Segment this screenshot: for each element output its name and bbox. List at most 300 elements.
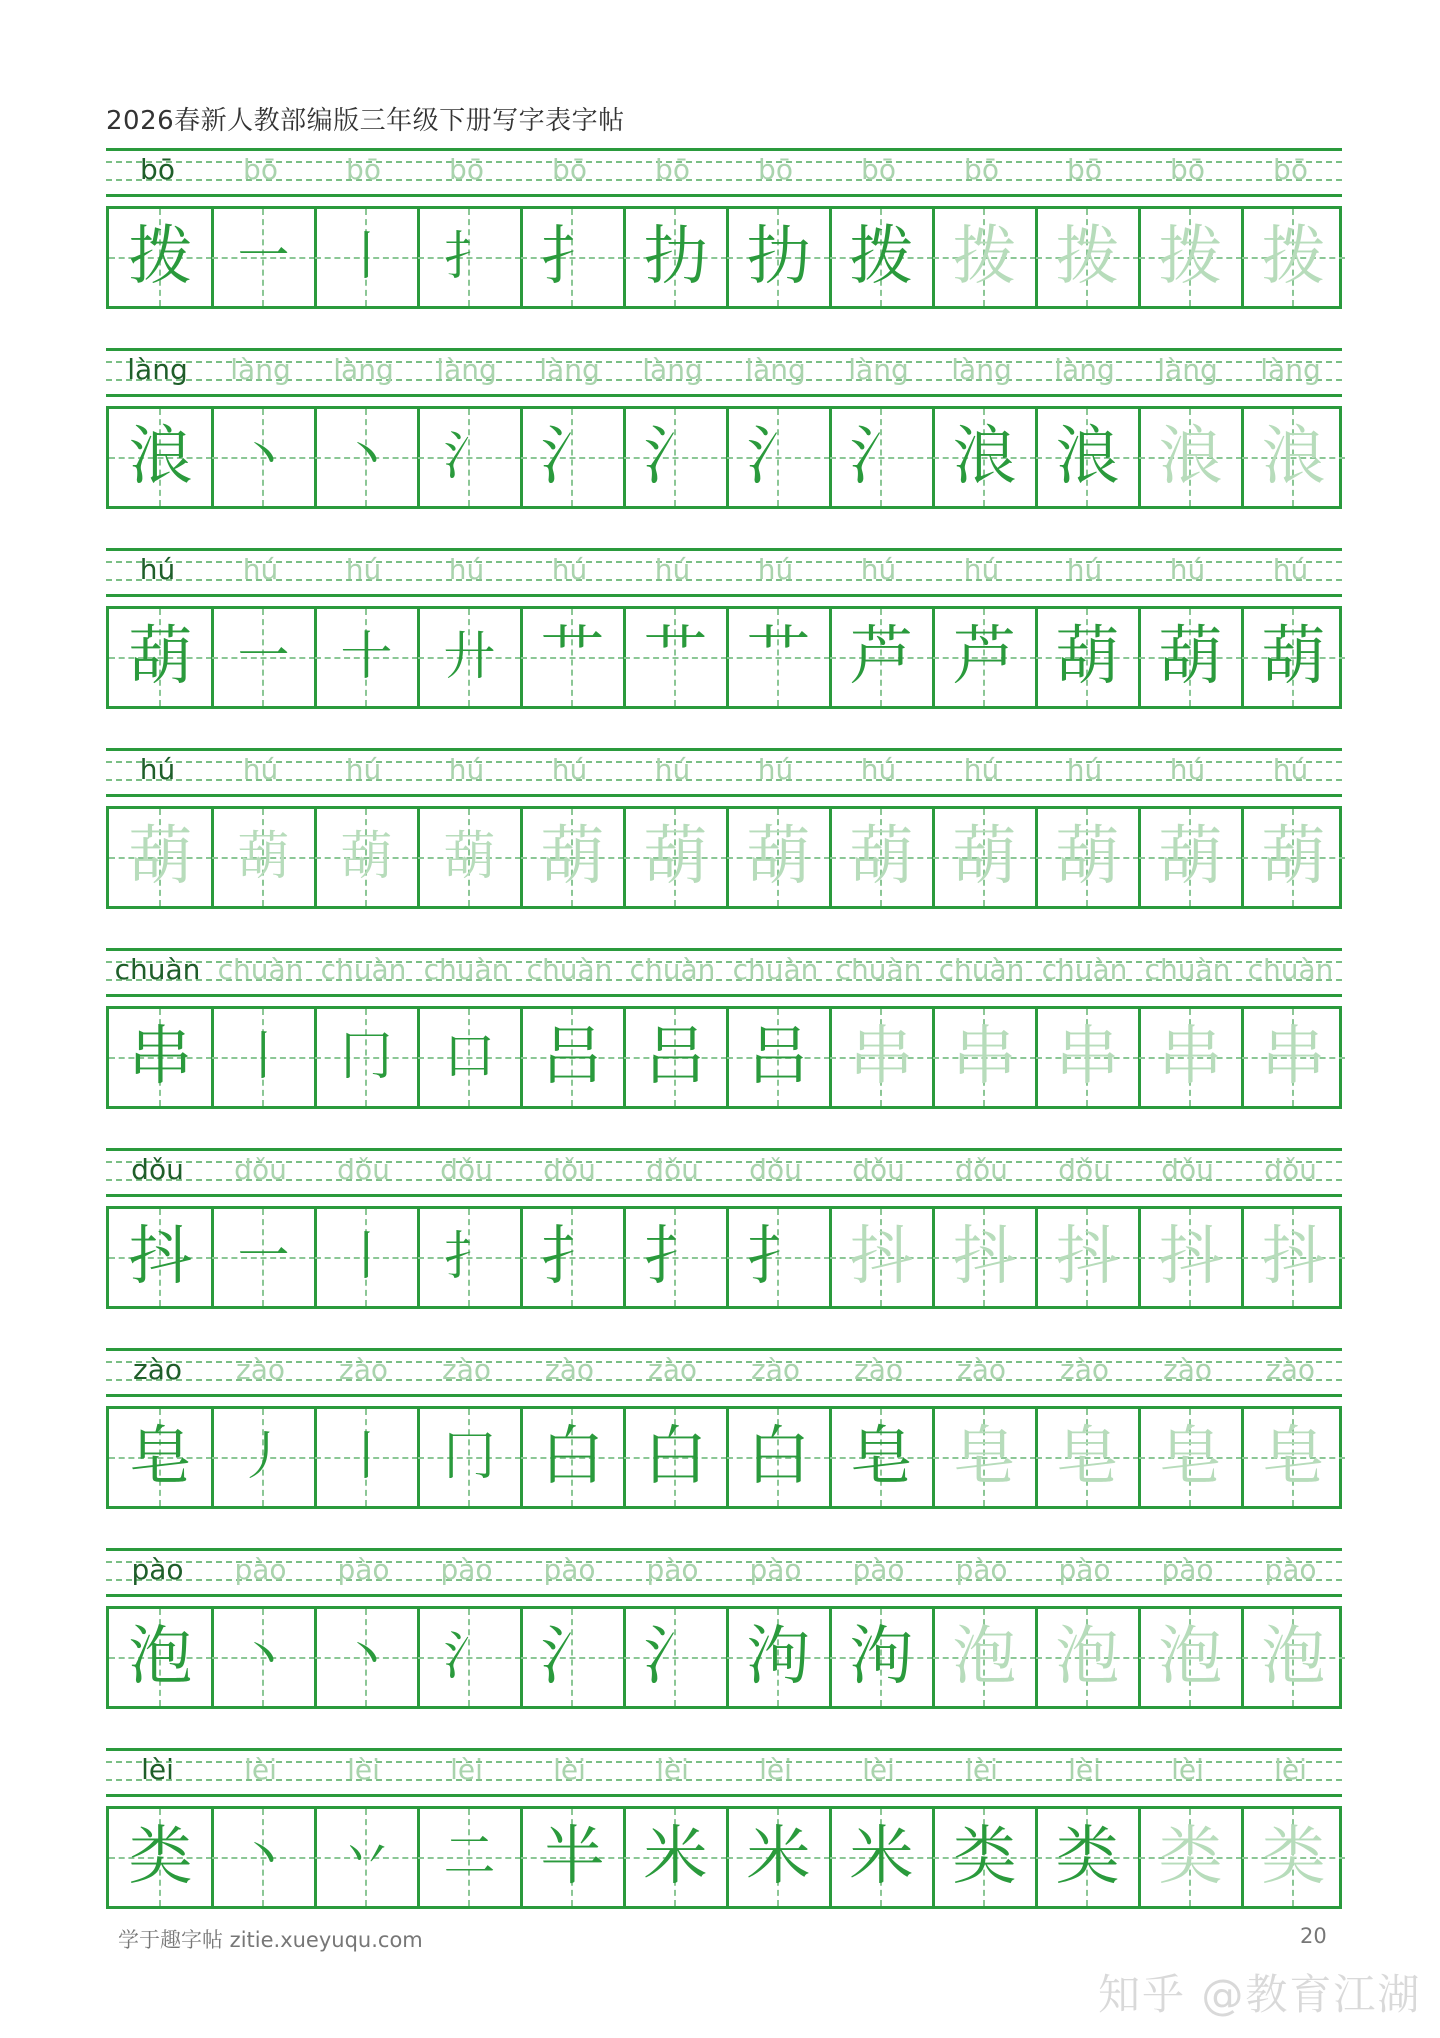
pinyin-text: pào <box>852 1553 905 1586</box>
pinyin-text: hú <box>139 553 176 586</box>
character-grid <box>106 1806 1342 1909</box>
pinyin-text: pào <box>646 1553 699 1586</box>
stroke-step-character: 抖 <box>1261 1220 1326 1294</box>
stroke-step-character: 串 <box>1158 1020 1223 1094</box>
stroke-step-character: 拨 <box>952 220 1017 294</box>
pinyin-text: hú <box>551 553 588 586</box>
stroke-step-character: 米 <box>849 1820 914 1894</box>
pinyin-text: hú <box>860 753 897 786</box>
stroke-step-character: 吕 <box>746 1020 811 1094</box>
model-character: 浪 <box>128 420 193 494</box>
pinyin-text: pào <box>1161 1553 1214 1586</box>
pinyin-text: hú <box>448 553 485 586</box>
stroke-step-character: 米 <box>746 1820 811 1894</box>
pinyin-lines <box>106 748 1342 796</box>
stroke-step-character: 丨 <box>340 227 393 287</box>
grid-cell <box>727 1609 830 1706</box>
stroke-step-character: 皂 <box>1261 1420 1326 1494</box>
pinyin-guide-line <box>106 994 1342 997</box>
pinyin-text: bō <box>449 153 484 186</box>
stroke-step-character: 抖 <box>952 1220 1017 1294</box>
pinyin-text: hú <box>242 553 279 586</box>
grid-cell <box>1036 1409 1139 1506</box>
grid-cell <box>1036 1009 1139 1106</box>
pinyin-text: bō <box>243 153 278 186</box>
grid-cell <box>1242 1609 1345 1706</box>
page-title: 2026春新人教部编版三年级下册写字表字帖 <box>106 106 625 136</box>
grid-cell <box>521 809 624 906</box>
grid-cell <box>1139 209 1242 306</box>
pinyin-text: hú <box>963 753 1000 786</box>
grid-cell <box>1242 409 1345 506</box>
grid-cell <box>212 409 315 506</box>
pinyin-text: dǒu <box>852 1153 905 1186</box>
character-grid <box>106 1206 1342 1309</box>
practice-row <box>106 748 1342 948</box>
grid-cell <box>727 809 830 906</box>
grid-cell <box>1242 1009 1345 1106</box>
stroke-step-character: 葫 <box>1261 620 1326 694</box>
grid-cell <box>315 1209 418 1306</box>
pinyin-text: làng <box>951 353 1012 386</box>
stroke-step-character: 泡 <box>1158 1620 1223 1694</box>
stroke-step-character: 扌 <box>643 1220 708 1294</box>
grid-cell <box>830 1209 933 1306</box>
pinyin-text: hú <box>1066 553 1103 586</box>
pinyin-text: hú <box>448 753 485 786</box>
pinyin-text: lèi <box>862 1753 895 1786</box>
grid-cell <box>624 609 727 706</box>
pinyin-text: lèi <box>656 1753 689 1786</box>
pinyin-text: pào <box>955 1553 1008 1586</box>
stroke-step-character: 白 <box>540 1420 605 1494</box>
stroke-step-character: 氵 <box>443 427 496 487</box>
stroke-step-character: 葫 <box>1055 820 1120 894</box>
pinyin-text: bō <box>346 153 381 186</box>
grid-cell <box>521 409 624 506</box>
pinyin-text: bō <box>758 153 793 186</box>
stroke-step-character: 丶 <box>340 1627 393 1687</box>
pinyin-text: zào <box>854 1353 903 1386</box>
model-character: 串 <box>128 1020 193 1094</box>
grid-cell <box>1139 1209 1242 1306</box>
pinyin-text: làng <box>230 353 291 386</box>
pinyin-text: bō <box>1170 153 1205 186</box>
grid-cell <box>109 809 212 906</box>
pinyin-text: chuàn <box>938 953 1025 986</box>
grid-cell <box>315 209 418 306</box>
stroke-step-character: 葫 <box>952 820 1017 894</box>
pinyin-text: dǒu <box>1264 1153 1317 1186</box>
grid-cell <box>624 209 727 306</box>
pinyin-text: bō <box>1067 153 1102 186</box>
stroke-step-character: 葫 <box>540 820 605 894</box>
grid-cell <box>933 1809 1036 1906</box>
pinyin-guide-line <box>106 1394 1342 1397</box>
grid-cell <box>315 1609 418 1706</box>
pinyin-text: lèi <box>965 1753 998 1786</box>
grid-cell <box>418 1009 521 1106</box>
stroke-step-character: 白 <box>746 1420 811 1494</box>
grid-cell <box>109 409 212 506</box>
pinyin-text: hú <box>242 753 279 786</box>
pinyin-text: dǒu <box>131 1153 184 1186</box>
grid-cell <box>830 609 933 706</box>
grid-cell <box>1242 809 1345 906</box>
pinyin-text: chuàn <box>732 953 819 986</box>
grid-cell <box>521 209 624 306</box>
pinyin-text: lèi <box>347 1753 380 1786</box>
grid-cell <box>830 1009 933 1106</box>
stroke-step-character: 扌 <box>746 1220 811 1294</box>
pinyin-text: zào <box>1266 1353 1315 1386</box>
model-character: 葫 <box>128 620 193 694</box>
pinyin-text: hú <box>345 753 382 786</box>
grid-cell <box>1036 1209 1139 1306</box>
grid-cell <box>933 1009 1036 1106</box>
grid-cell <box>624 809 727 906</box>
stroke-step-character: 丷 <box>340 1827 393 1887</box>
stroke-step-character: 氵 <box>849 420 914 494</box>
practice-row <box>106 548 1342 748</box>
stroke-step-character: 半 <box>540 1820 605 1894</box>
pinyin-text: pào <box>543 1553 596 1586</box>
grid-cell <box>521 1609 624 1706</box>
grid-cell <box>624 1609 727 1706</box>
stroke-step-character: 一 <box>237 227 290 287</box>
grid-cell <box>1242 1809 1345 1906</box>
stroke-step-character: 丶 <box>237 1827 290 1887</box>
pinyin-text: lèi <box>1171 1753 1204 1786</box>
stroke-step-character: 冂 <box>443 1427 496 1487</box>
stroke-step-character: 葫 <box>443 827 496 887</box>
pinyin-text: hú <box>345 553 382 586</box>
character-grid <box>106 1006 1342 1109</box>
character-grid <box>106 1406 1342 1509</box>
pinyin-lines <box>106 1748 1342 1796</box>
stroke-step-character: 氵 <box>443 1627 496 1687</box>
stroke-step-character: 皂 <box>849 1420 914 1494</box>
pinyin-text: chuàn <box>1247 953 1334 986</box>
watermark: 知乎 @教育江湖 <box>1098 1970 1422 2019</box>
stroke-step-character: 白 <box>643 1420 708 1494</box>
pinyin-text: dǒu <box>646 1153 699 1186</box>
stroke-step-character: 丶 <box>237 1627 290 1687</box>
character-grid <box>106 806 1342 909</box>
stroke-step-character: 类 <box>1055 1820 1120 1894</box>
grid-cell <box>418 409 521 506</box>
pinyin-guide-line <box>106 1194 1342 1197</box>
grid-cell <box>933 409 1036 506</box>
grid-cell <box>1242 209 1345 306</box>
pinyin-text: pào <box>337 1553 390 1586</box>
pinyin-text: hú <box>1272 553 1309 586</box>
grid-cell <box>727 1209 830 1306</box>
practice-row <box>106 948 1342 1148</box>
grid-cell <box>1036 209 1139 306</box>
stroke-step-character: 二 <box>443 1827 496 1887</box>
stroke-step-character: 浪 <box>952 420 1017 494</box>
grid-cell <box>212 1409 315 1506</box>
pinyin-text: làng <box>642 353 703 386</box>
grid-cell <box>315 809 418 906</box>
grid-cell <box>933 1209 1036 1306</box>
stroke-step-character: 泃 <box>849 1620 914 1694</box>
grid-cell <box>418 1409 521 1506</box>
stroke-step-character: 葫 <box>1158 620 1223 694</box>
character-grid <box>106 1606 1342 1709</box>
stroke-step-character: 吕 <box>540 1020 605 1094</box>
pinyin-text: chuàn <box>1041 953 1128 986</box>
grid-cell <box>418 1809 521 1906</box>
grid-cell <box>212 209 315 306</box>
grid-cell <box>418 209 521 306</box>
stroke-step-character: 泡 <box>952 1620 1017 1694</box>
pinyin-text: dǒu <box>337 1153 390 1186</box>
model-character: 皂 <box>128 1420 193 1494</box>
grid-cell <box>1139 1609 1242 1706</box>
stroke-step-character: 扌 <box>443 1227 496 1287</box>
stroke-step-character: 泡 <box>1261 1620 1326 1694</box>
grid-cell <box>521 1409 624 1506</box>
pinyin-text: lèi <box>141 1753 174 1786</box>
model-character: 抖 <box>128 1220 193 1294</box>
grid-cell <box>933 1409 1036 1506</box>
grid-cell <box>212 1209 315 1306</box>
grid-cell <box>727 209 830 306</box>
grid-cell <box>830 1809 933 1906</box>
grid-cell <box>1139 809 1242 906</box>
grid-cell <box>315 1409 418 1506</box>
grid-cell <box>1242 1409 1345 1506</box>
pinyin-text: hú <box>551 753 588 786</box>
grid-cell <box>830 1609 933 1706</box>
stroke-step-character: 丶 <box>237 427 290 487</box>
stroke-step-character: 串 <box>952 1020 1017 1094</box>
grid-cell <box>1036 1809 1139 1906</box>
stroke-step-character: 一 <box>237 627 290 687</box>
pinyin-text: pào <box>1264 1553 1317 1586</box>
grid-cell <box>315 609 418 706</box>
character-grid <box>106 206 1342 309</box>
grid-cell <box>727 609 830 706</box>
stroke-step-character: 串 <box>1261 1020 1326 1094</box>
stroke-step-character: 泡 <box>1055 1620 1120 1694</box>
model-character: 泡 <box>128 1620 193 1694</box>
stroke-step-character: 丿 <box>237 1427 290 1487</box>
grid-cell <box>1242 1209 1345 1306</box>
pinyin-text: làng <box>436 353 497 386</box>
pinyin-text: làng <box>1054 353 1115 386</box>
grid-cell <box>212 1809 315 1906</box>
grid-cell <box>1139 409 1242 506</box>
pinyin-text: lèi <box>450 1753 483 1786</box>
grid-cell <box>830 409 933 506</box>
grid-cell <box>624 1209 727 1306</box>
grid-cell <box>418 1209 521 1306</box>
grid-cell <box>418 609 521 706</box>
grid-cell <box>830 1409 933 1506</box>
pinyin-text: pào <box>1058 1553 1111 1586</box>
grid-cell <box>521 1809 624 1906</box>
grid-cell <box>109 1209 212 1306</box>
pinyin-lines <box>106 148 1342 196</box>
stroke-step-character: 皂 <box>1158 1420 1223 1494</box>
pinyin-text: dǒu <box>1161 1153 1214 1186</box>
grid-cell <box>727 1409 830 1506</box>
grid-cell <box>1036 809 1139 906</box>
character-grid <box>106 406 1342 509</box>
grid-cell <box>1139 609 1242 706</box>
stroke-step-character: 抖 <box>849 1220 914 1294</box>
grid-cell <box>109 1009 212 1106</box>
pinyin-lines <box>106 548 1342 596</box>
pinyin-text: dǒu <box>749 1153 802 1186</box>
grid-cell <box>315 409 418 506</box>
grid-cell <box>521 1209 624 1306</box>
pinyin-text: zào <box>1060 1353 1109 1386</box>
stroke-step-character: 氵 <box>643 1620 708 1694</box>
stroke-step-character: 口 <box>443 1027 496 1087</box>
pinyin-text: hú <box>963 553 1000 586</box>
grid-cell <box>109 609 212 706</box>
pinyin-text: làng <box>1260 353 1321 386</box>
pinyin-lines <box>106 1148 1342 1196</box>
grid-cell <box>521 1009 624 1106</box>
pinyin-text: chuàn <box>835 953 922 986</box>
stroke-step-character: 米 <box>643 1820 708 1894</box>
grid-cell <box>109 1409 212 1506</box>
stroke-step-character: 皂 <box>1055 1420 1120 1494</box>
pinyin-text: làng <box>745 353 806 386</box>
copybook-sheet <box>106 148 1342 1948</box>
grid-cell <box>418 1609 521 1706</box>
stroke-step-character: 拨 <box>849 220 914 294</box>
stroke-step-character: 葫 <box>1158 820 1223 894</box>
grid-cell <box>1139 1009 1242 1106</box>
stroke-step-character: 皂 <box>952 1420 1017 1494</box>
pinyin-text: chuàn <box>1144 953 1231 986</box>
grid-cell <box>624 409 727 506</box>
model-character: 拨 <box>128 220 193 294</box>
pinyin-text: zào <box>957 1353 1006 1386</box>
grid-cell <box>315 1009 418 1106</box>
stroke-step-character: 艹 <box>540 620 605 694</box>
grid-cell <box>212 809 315 906</box>
pinyin-text: hú <box>654 753 691 786</box>
pinyin-lines <box>106 1348 1342 1396</box>
stroke-step-character: 扌 <box>540 1220 605 1294</box>
grid-cell <box>727 1009 830 1106</box>
stroke-step-character: 扐 <box>746 220 811 294</box>
pinyin-text: zào <box>133 1353 182 1386</box>
stroke-step-character: 丶 <box>340 427 393 487</box>
pinyin-text: lèi <box>1068 1753 1101 1786</box>
pinyin-guide-line <box>106 1794 1342 1797</box>
stroke-step-character: 冂 <box>340 1027 393 1087</box>
pinyin-text: hú <box>860 553 897 586</box>
pinyin-text: zào <box>339 1353 388 1386</box>
pinyin-text: làng <box>333 353 394 386</box>
grid-cell <box>212 1609 315 1706</box>
stroke-step-character: 艹 <box>643 620 708 694</box>
grid-cell <box>624 1809 727 1906</box>
stroke-step-character: 抖 <box>1158 1220 1223 1294</box>
pinyin-text: dǒu <box>955 1153 1008 1186</box>
pinyin-text: làng <box>539 353 600 386</box>
stroke-step-character: 十 <box>340 627 393 687</box>
pinyin-text: hú <box>1272 753 1309 786</box>
stroke-step-character: 扌 <box>443 227 496 287</box>
grid-cell <box>521 609 624 706</box>
grid-cell <box>109 1809 212 1906</box>
pinyin-text: pào <box>131 1553 184 1586</box>
grid-cell <box>1139 1809 1242 1906</box>
stroke-step-character: 拨 <box>1261 220 1326 294</box>
grid-cell <box>109 1609 212 1706</box>
stroke-step-character: 氵 <box>746 420 811 494</box>
practice-row <box>106 1348 1342 1548</box>
footer-source: 学于趣字帖 zitie.xueyuqu.com <box>118 1928 423 1952</box>
stroke-step-character: 扐 <box>643 220 708 294</box>
grid-cell <box>933 209 1036 306</box>
pinyin-text: hú <box>1169 753 1206 786</box>
stroke-step-character: 氵 <box>540 1620 605 1694</box>
pinyin-guide-line <box>106 194 1342 197</box>
pinyin-text: zào <box>751 1353 800 1386</box>
grid-cell <box>109 209 212 306</box>
stroke-step-character: 艹 <box>746 620 811 694</box>
grid-cell <box>1036 1609 1139 1706</box>
grid-cell <box>1242 609 1345 706</box>
pinyin-text: chuàn <box>114 953 201 986</box>
pinyin-guide-line <box>106 594 1342 597</box>
stroke-step-character: 浪 <box>1261 420 1326 494</box>
stroke-step-character: 芦 <box>952 620 1017 694</box>
pinyin-text: chuàn <box>320 953 407 986</box>
pinyin-guide-line <box>106 394 1342 397</box>
pinyin-text: chuàn <box>629 953 716 986</box>
stroke-step-character: 葫 <box>849 820 914 894</box>
pinyin-text: pào <box>440 1553 493 1586</box>
pinyin-text: chuàn <box>423 953 510 986</box>
pinyin-text: dǒu <box>1058 1153 1111 1186</box>
pinyin-text: làng <box>1157 353 1218 386</box>
grid-cell <box>212 1009 315 1106</box>
grid-cell <box>933 1609 1036 1706</box>
pinyin-text: lèi <box>244 1753 277 1786</box>
practice-row <box>106 1148 1342 1348</box>
practice-row <box>106 348 1342 548</box>
pinyin-text: zào <box>545 1353 594 1386</box>
practice-row <box>106 148 1342 348</box>
stroke-step-character: 葫 <box>1055 620 1120 694</box>
pinyin-text: bō <box>655 153 690 186</box>
pinyin-text: lèi <box>553 1753 586 1786</box>
stroke-step-character: 一 <box>237 1227 290 1287</box>
pinyin-text: hú <box>1066 753 1103 786</box>
pinyin-text: lèi <box>1274 1753 1307 1786</box>
pinyin-text: làng <box>127 353 188 386</box>
stroke-step-character: 葫 <box>746 820 811 894</box>
pinyin-text: hú <box>654 553 691 586</box>
stroke-step-character: 葫 <box>643 820 708 894</box>
pinyin-text: hú <box>1169 553 1206 586</box>
pinyin-text: bō <box>861 153 896 186</box>
stroke-step-character: 丨 <box>237 1027 290 1087</box>
pinyin-text: lèi <box>759 1753 792 1786</box>
pinyin-text: hú <box>757 753 794 786</box>
